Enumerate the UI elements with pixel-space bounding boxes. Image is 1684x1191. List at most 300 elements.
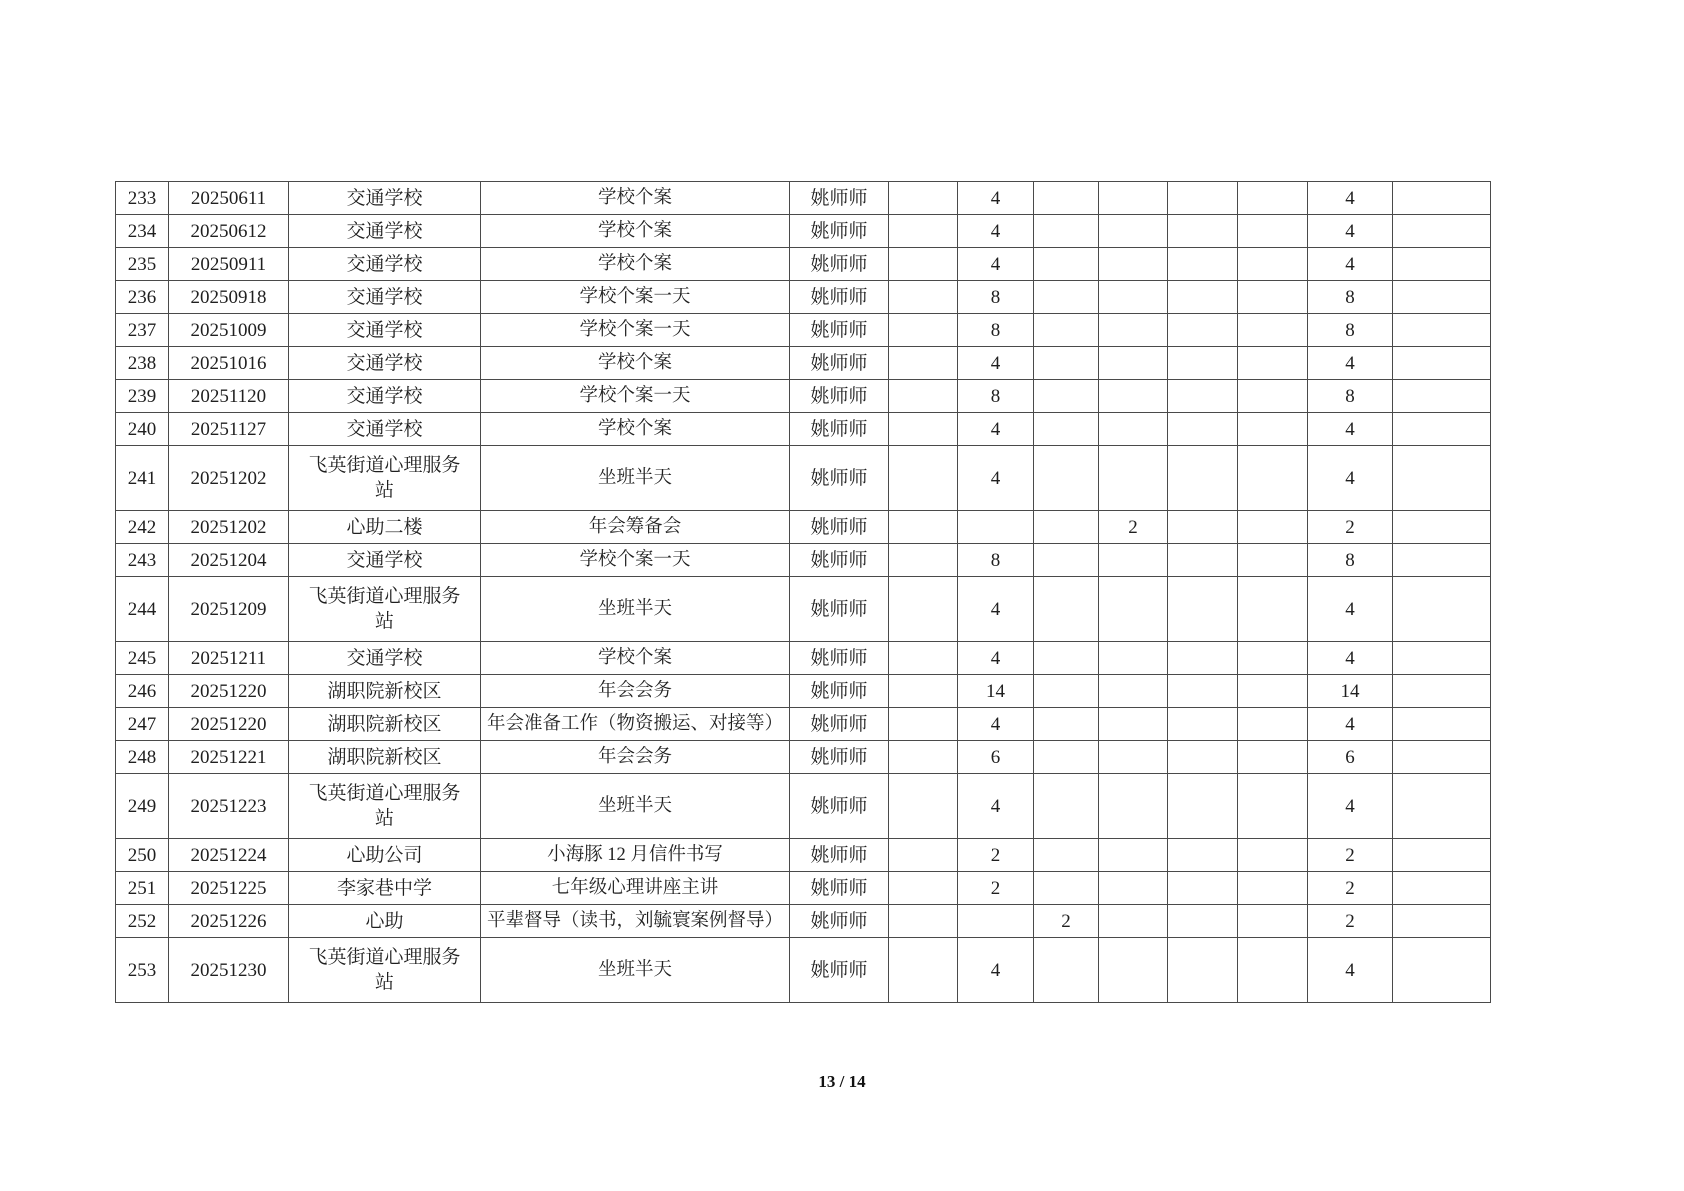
location-text: 湖职院新校区 xyxy=(327,714,442,736)
table-cell-blank-5 xyxy=(1238,544,1308,577)
table-cell-activity: 七年级心理讲座主讲 xyxy=(481,872,790,905)
table-cell-index: 242 xyxy=(116,511,169,544)
table-cell-total-hours: 8 xyxy=(1308,544,1393,577)
table-cell-blank-3 xyxy=(1099,281,1168,314)
table-cell-index: 246 xyxy=(116,675,169,708)
table-cell-date: 20251220 xyxy=(169,675,289,708)
table-cell-blank-1 xyxy=(889,938,958,1003)
table-cell-blank-4 xyxy=(1168,642,1238,675)
table-cell-hours: 4 xyxy=(958,413,1034,446)
table-cell-blank-4 xyxy=(1168,905,1238,938)
table-cell-blank-4 xyxy=(1168,380,1238,413)
table-cell-location xyxy=(289,905,481,938)
table-cell-blank-2 xyxy=(1034,938,1099,1003)
table-cell-date: 20251226 xyxy=(169,905,289,938)
table-cell-blank-1 xyxy=(889,708,958,741)
location-text: 交通学校 xyxy=(346,648,423,670)
table-cell-blank-6 xyxy=(1393,675,1491,708)
table-cell-person: 姚师师 xyxy=(790,872,889,905)
table-cell-hours: 8 xyxy=(958,380,1034,413)
table-cell-blank-1 xyxy=(889,314,958,347)
table-cell-hours: 4 xyxy=(958,347,1034,380)
table-cell-total-hours: 4 xyxy=(1308,708,1393,741)
activity-log-table xyxy=(115,181,1491,1003)
table-row xyxy=(116,182,1491,215)
table-cell-blank-6 xyxy=(1393,314,1491,347)
table-cell-blank-3 xyxy=(1099,544,1168,577)
table-cell-person: 姚师师 xyxy=(790,938,889,1003)
table-cell-blank-5 xyxy=(1238,215,1308,248)
table-cell-blank-5 xyxy=(1238,938,1308,1003)
table-cell-blank-1 xyxy=(889,215,958,248)
table-cell-date: 20251209 xyxy=(169,577,289,642)
table-cell-blank-4 xyxy=(1168,511,1238,544)
table-cell-blank-3 xyxy=(1099,938,1168,1003)
table-cell-blank-4 xyxy=(1168,248,1238,281)
table-cell-blank-3 xyxy=(1099,872,1168,905)
table-cell-blank-2 xyxy=(1034,248,1099,281)
table-cell-total-hours: 8 xyxy=(1308,380,1393,413)
table-cell-location xyxy=(289,642,481,675)
table-cell-blank-4 xyxy=(1168,708,1238,741)
table-cell-person: 姚师师 xyxy=(790,248,889,281)
table-cell-blank-2 xyxy=(1034,446,1099,511)
table-cell-person: 姚师师 xyxy=(790,413,889,446)
table-cell-blank-2 xyxy=(1034,708,1099,741)
table-cell-person: 姚师师 xyxy=(790,446,889,511)
table-cell-date: 20251202 xyxy=(169,511,289,544)
table-cell-blank-6 xyxy=(1393,182,1491,215)
table-cell-date: 20250612 xyxy=(169,215,289,248)
table-cell-location xyxy=(289,182,481,215)
table-cell-blank-5 xyxy=(1238,511,1308,544)
table-cell-date: 20251211 xyxy=(169,642,289,675)
table-cell-blank-3 xyxy=(1099,675,1168,708)
table-cell-activity: 坐班半天 xyxy=(481,577,790,642)
location-text: 交通学校 xyxy=(346,188,423,210)
table-cell-index: 244 xyxy=(116,577,169,642)
table-cell-location xyxy=(289,938,481,1003)
table-cell-hours: 4 xyxy=(958,215,1034,248)
table-cell-blank-4 xyxy=(1168,675,1238,708)
table-cell-total-hours: 4 xyxy=(1308,347,1393,380)
table-cell-date: 20251230 xyxy=(169,938,289,1003)
table-cell-blank-3: 2 xyxy=(1099,511,1168,544)
table-cell-hours: 4 xyxy=(958,774,1034,839)
table-cell-person: 姚师师 xyxy=(790,774,889,839)
table-cell-date: 20251009 xyxy=(169,314,289,347)
table-cell-location xyxy=(289,675,481,708)
table-cell-blank-5 xyxy=(1238,413,1308,446)
table-cell-activity: 坐班半天 xyxy=(481,446,790,511)
table-cell-location xyxy=(289,708,481,741)
table-cell-blank-6 xyxy=(1393,511,1491,544)
table-cell-total-hours: 4 xyxy=(1308,215,1393,248)
table-cell-blank-4 xyxy=(1168,544,1238,577)
table-cell-activity: 小海豚 12 月信件书写 xyxy=(481,839,790,872)
table-row xyxy=(116,774,1491,839)
table-body xyxy=(116,182,1491,1003)
table-row xyxy=(116,642,1491,675)
table-cell-hours: 8 xyxy=(958,544,1034,577)
table-cell-index: 238 xyxy=(116,347,169,380)
table-cell-total-hours: 8 xyxy=(1308,281,1393,314)
table-cell-total-hours: 4 xyxy=(1308,413,1393,446)
table-cell-blank-2 xyxy=(1034,215,1099,248)
table-cell-blank-3 xyxy=(1099,248,1168,281)
table-cell-activity: 年会准备工作（物资搬运、对接等） xyxy=(481,708,790,741)
table-cell-index: 243 xyxy=(116,544,169,577)
table-cell-activity: 坐班半天 xyxy=(481,938,790,1003)
table-cell-blank-5 xyxy=(1238,446,1308,511)
table-cell-blank-5 xyxy=(1238,248,1308,281)
table-cell-blank-1 xyxy=(889,248,958,281)
table-cell-index: 236 xyxy=(116,281,169,314)
table-cell-person: 姚师师 xyxy=(790,708,889,741)
table-cell-total-hours: 14 xyxy=(1308,675,1393,708)
table-cell-blank-4 xyxy=(1168,872,1238,905)
table-cell-index: 249 xyxy=(116,774,169,839)
table-cell-blank-5 xyxy=(1238,281,1308,314)
table-cell-blank-5 xyxy=(1238,708,1308,741)
table-row xyxy=(116,347,1491,380)
table-cell-blank-3 xyxy=(1099,413,1168,446)
table-cell-activity: 年会会务 xyxy=(481,741,790,774)
table-cell-total-hours: 4 xyxy=(1308,642,1393,675)
table-cell-date: 20251220 xyxy=(169,708,289,741)
table-cell-blank-6 xyxy=(1393,248,1491,281)
table-cell-person: 姚师师 xyxy=(790,905,889,938)
table-cell-blank-3 xyxy=(1099,708,1168,741)
table-cell-blank-6 xyxy=(1393,872,1491,905)
table-cell-date: 20250918 xyxy=(169,281,289,314)
table-cell-activity: 年会会务 xyxy=(481,675,790,708)
location-text: 交通学校 xyxy=(346,386,423,408)
table-cell-index: 237 xyxy=(116,314,169,347)
table-cell-index: 248 xyxy=(116,741,169,774)
table-cell-activity: 学校个案一天 xyxy=(481,281,790,314)
table-cell-blank-2 xyxy=(1034,182,1099,215)
table-cell-location xyxy=(289,413,481,446)
table-cell-total-hours: 8 xyxy=(1308,314,1393,347)
table-row xyxy=(116,215,1491,248)
table-cell-blank-5 xyxy=(1238,905,1308,938)
table-cell-index: 235 xyxy=(116,248,169,281)
table-cell-blank-4 xyxy=(1168,314,1238,347)
table-cell-blank-5 xyxy=(1238,774,1308,839)
table-cell-index: 247 xyxy=(116,708,169,741)
table-cell-total-hours: 4 xyxy=(1308,248,1393,281)
table-cell-blank-4 xyxy=(1168,281,1238,314)
table-cell-date: 20250611 xyxy=(169,182,289,215)
location-text: 交通学校 xyxy=(346,254,423,276)
page-number-indicator: 13 / 14 xyxy=(818,1072,866,1091)
table-cell-hours: 4 xyxy=(958,708,1034,741)
table-cell-activity: 学校个案 xyxy=(481,347,790,380)
table-cell-blank-1 xyxy=(889,446,958,511)
table-cell-activity: 学校个案 xyxy=(481,182,790,215)
table-cell-blank-6 xyxy=(1393,215,1491,248)
table-cell-person: 姚师师 xyxy=(790,675,889,708)
table-cell-location xyxy=(289,446,481,511)
table-cell-blank-1 xyxy=(889,774,958,839)
table-cell-blank-2 xyxy=(1034,413,1099,446)
table-cell-blank-4 xyxy=(1168,182,1238,215)
location-text: 交通学校 xyxy=(346,353,423,375)
table-cell-total-hours: 6 xyxy=(1308,741,1393,774)
table-cell-date: 20251120 xyxy=(169,380,289,413)
table-cell-index: 233 xyxy=(116,182,169,215)
table-cell-activity: 年会筹备会 xyxy=(481,511,790,544)
location-text: 心助公司 xyxy=(346,845,423,867)
table-cell-person: 姚师师 xyxy=(790,314,889,347)
table-cell-blank-3 xyxy=(1099,347,1168,380)
table-cell-activity: 学校个案 xyxy=(481,248,790,281)
table-cell-blank-3 xyxy=(1099,380,1168,413)
table-cell-total-hours: 4 xyxy=(1308,938,1393,1003)
table-cell-date: 20251221 xyxy=(169,741,289,774)
table-cell-hours xyxy=(958,511,1034,544)
table-cell-hours: 4 xyxy=(958,642,1034,675)
table-cell-blank-1 xyxy=(889,577,958,642)
table-cell-blank-1 xyxy=(889,347,958,380)
table-cell-total-hours: 2 xyxy=(1308,905,1393,938)
table-cell-activity: 学校个案 xyxy=(481,215,790,248)
table-cell-person: 姚师师 xyxy=(790,642,889,675)
table-cell-blank-1 xyxy=(889,741,958,774)
table-cell-blank-6 xyxy=(1393,642,1491,675)
table-cell-index: 240 xyxy=(116,413,169,446)
table-cell-location xyxy=(289,248,481,281)
table-cell-person: 姚师师 xyxy=(790,182,889,215)
table-cell-blank-6 xyxy=(1393,905,1491,938)
table-cell-blank-1 xyxy=(889,544,958,577)
table-cell-blank-1 xyxy=(889,380,958,413)
table-cell-blank-5 xyxy=(1238,314,1308,347)
table-cell-location xyxy=(289,314,481,347)
table-row xyxy=(116,544,1491,577)
table-cell-total-hours: 4 xyxy=(1308,774,1393,839)
table-cell-blank-5 xyxy=(1238,872,1308,905)
table-cell-blank-1 xyxy=(889,413,958,446)
table-cell-blank-2 xyxy=(1034,544,1099,577)
table-cell-hours: 8 xyxy=(958,281,1034,314)
table-cell-activity: 学校个案 xyxy=(481,413,790,446)
table-cell-total-hours: 4 xyxy=(1308,182,1393,215)
table-cell-blank-2 xyxy=(1034,839,1099,872)
table-cell-hours: 4 xyxy=(958,182,1034,215)
table-cell-blank-2 xyxy=(1034,741,1099,774)
table-cell-index: 251 xyxy=(116,872,169,905)
table-cell-location xyxy=(289,380,481,413)
table-cell-person: 姚师师 xyxy=(790,839,889,872)
table-cell-date: 20251202 xyxy=(169,446,289,511)
table-cell-blank-5 xyxy=(1238,642,1308,675)
table-row xyxy=(116,281,1491,314)
table-cell-blank-3 xyxy=(1099,215,1168,248)
table-cell-blank-2 xyxy=(1034,872,1099,905)
table-cell-index: 245 xyxy=(116,642,169,675)
table-cell-hours: 2 xyxy=(958,872,1034,905)
table-cell-date: 20250911 xyxy=(169,248,289,281)
table-cell-hours: 4 xyxy=(958,938,1034,1003)
table-cell-total-hours: 2 xyxy=(1308,872,1393,905)
table-cell-blank-2 xyxy=(1034,577,1099,642)
table-cell-location xyxy=(289,511,481,544)
table-cell-blank-5 xyxy=(1238,182,1308,215)
table-cell-blank-3 xyxy=(1099,839,1168,872)
table-cell-total-hours: 2 xyxy=(1308,839,1393,872)
table-cell-blank-2 xyxy=(1034,347,1099,380)
table-cell-blank-5 xyxy=(1238,839,1308,872)
table-cell-blank-6 xyxy=(1393,938,1491,1003)
table-cell-blank-5 xyxy=(1238,741,1308,774)
table-cell-blank-4 xyxy=(1168,774,1238,839)
table-cell-blank-5 xyxy=(1238,577,1308,642)
location-text: 湖职院新校区 xyxy=(327,747,442,769)
table-cell-hours: 2 xyxy=(958,839,1034,872)
table-cell-activity: 平辈督导（读书，刘毓寰案例督导） xyxy=(481,905,790,938)
table-cell-index: 252 xyxy=(116,905,169,938)
table-cell-blank-3 xyxy=(1099,446,1168,511)
table-cell-blank-2 xyxy=(1034,511,1099,544)
table-cell-location xyxy=(289,347,481,380)
location-text: 交通学校 xyxy=(346,550,423,572)
table-cell-person: 姚师师 xyxy=(790,577,889,642)
table-cell-blank-2 xyxy=(1034,774,1099,839)
table-cell-index: 241 xyxy=(116,446,169,511)
table-cell-activity: 学校个案一天 xyxy=(481,380,790,413)
table-cell-hours: 4 xyxy=(958,577,1034,642)
location-text: 交通学校 xyxy=(346,221,423,243)
table-cell-index: 253 xyxy=(116,938,169,1003)
table-row xyxy=(116,741,1491,774)
table-row xyxy=(116,872,1491,905)
location-text: 飞英街道心理服务站 xyxy=(308,586,461,632)
table-cell-hours: 6 xyxy=(958,741,1034,774)
table-cell-hours: 8 xyxy=(958,314,1034,347)
table-cell-blank-2 xyxy=(1034,675,1099,708)
table-cell-hours xyxy=(958,905,1034,938)
table-cell-blank-6 xyxy=(1393,281,1491,314)
table-cell-blank-4 xyxy=(1168,741,1238,774)
table-cell-activity: 学校个案一天 xyxy=(481,314,790,347)
table-cell-blank-5 xyxy=(1238,347,1308,380)
table-cell-blank-3 xyxy=(1099,577,1168,642)
table-cell-blank-4 xyxy=(1168,215,1238,248)
table-cell-blank-6 xyxy=(1393,741,1491,774)
table-cell-blank-3 xyxy=(1099,642,1168,675)
table-row xyxy=(116,248,1491,281)
table-cell-blank-6 xyxy=(1393,708,1491,741)
table-row xyxy=(116,905,1491,938)
table-row xyxy=(116,708,1491,741)
table-cell-blank-6 xyxy=(1393,446,1491,511)
table-cell-blank-1 xyxy=(889,839,958,872)
table-cell-blank-1 xyxy=(889,872,958,905)
table-cell-blank-4 xyxy=(1168,446,1238,511)
table-cell-blank-3 xyxy=(1099,905,1168,938)
table-cell-blank-6 xyxy=(1393,413,1491,446)
table-cell-blank-2 xyxy=(1034,314,1099,347)
table-cell-blank-6 xyxy=(1393,380,1491,413)
location-text: 交通学校 xyxy=(346,287,423,309)
table-cell-index: 250 xyxy=(116,839,169,872)
table-cell-blank-3 xyxy=(1099,774,1168,839)
table-cell-blank-4 xyxy=(1168,839,1238,872)
table-cell-blank-2 xyxy=(1034,380,1099,413)
table-cell-blank-4 xyxy=(1168,938,1238,1003)
table-cell-location xyxy=(289,872,481,905)
table-cell-blank-2 xyxy=(1034,281,1099,314)
table-cell-blank-5 xyxy=(1238,380,1308,413)
table-row xyxy=(116,446,1491,511)
table-cell-blank-1 xyxy=(889,511,958,544)
table-cell-activity: 学校个案一天 xyxy=(481,544,790,577)
table-cell-person: 姚师师 xyxy=(790,544,889,577)
table-cell-activity: 坐班半天 xyxy=(481,774,790,839)
table-cell-location xyxy=(289,544,481,577)
table-cell-total-hours: 4 xyxy=(1308,446,1393,511)
table-cell-date: 20251204 xyxy=(169,544,289,577)
table-cell-person: 姚师师 xyxy=(790,347,889,380)
table-cell-blank-3 xyxy=(1099,182,1168,215)
location-text: 交通学校 xyxy=(346,320,423,342)
table-row xyxy=(116,413,1491,446)
table-cell-blank-6 xyxy=(1393,577,1491,642)
table-cell-blank-1 xyxy=(889,905,958,938)
table-cell-index: 239 xyxy=(116,380,169,413)
table-cell-blank-6 xyxy=(1393,347,1491,380)
table-row xyxy=(116,675,1491,708)
table-cell-date: 20251127 xyxy=(169,413,289,446)
table-cell-hours: 4 xyxy=(958,248,1034,281)
location-text: 心助二楼 xyxy=(346,517,423,539)
table-cell-person: 姚师师 xyxy=(790,741,889,774)
table-cell-location xyxy=(289,215,481,248)
table-cell-blank-3 xyxy=(1099,314,1168,347)
table-row xyxy=(116,314,1491,347)
table-cell-person: 姚师师 xyxy=(790,281,889,314)
table-row xyxy=(116,511,1491,544)
table-cell-location xyxy=(289,577,481,642)
table-row xyxy=(116,380,1491,413)
table-cell-index: 234 xyxy=(116,215,169,248)
table-row xyxy=(116,938,1491,1003)
table-cell-blank-1 xyxy=(889,281,958,314)
table-cell-blank-4 xyxy=(1168,577,1238,642)
location-text: 李家巷中学 xyxy=(336,878,432,900)
table-cell-total-hours: 4 xyxy=(1308,577,1393,642)
table-cell-total-hours: 2 xyxy=(1308,511,1393,544)
table-cell-blank-6 xyxy=(1393,774,1491,839)
table-row xyxy=(116,577,1491,642)
table-cell-blank-6 xyxy=(1393,839,1491,872)
table-cell-blank-1 xyxy=(889,642,958,675)
table-cell-blank-5 xyxy=(1238,675,1308,708)
table-cell-activity: 学校个案 xyxy=(481,642,790,675)
table-cell-date: 20251224 xyxy=(169,839,289,872)
location-text: 飞英街道心理服务站 xyxy=(308,783,461,829)
table-cell-blank-6 xyxy=(1393,544,1491,577)
location-text: 飞英街道心理服务站 xyxy=(308,947,461,993)
table-cell-person: 姚师师 xyxy=(790,511,889,544)
location-text: 湖职院新校区 xyxy=(327,681,442,703)
table-cell-location xyxy=(289,281,481,314)
table-cell-blank-1 xyxy=(889,675,958,708)
table-cell-location xyxy=(289,741,481,774)
table-cell-date: 20251016 xyxy=(169,347,289,380)
